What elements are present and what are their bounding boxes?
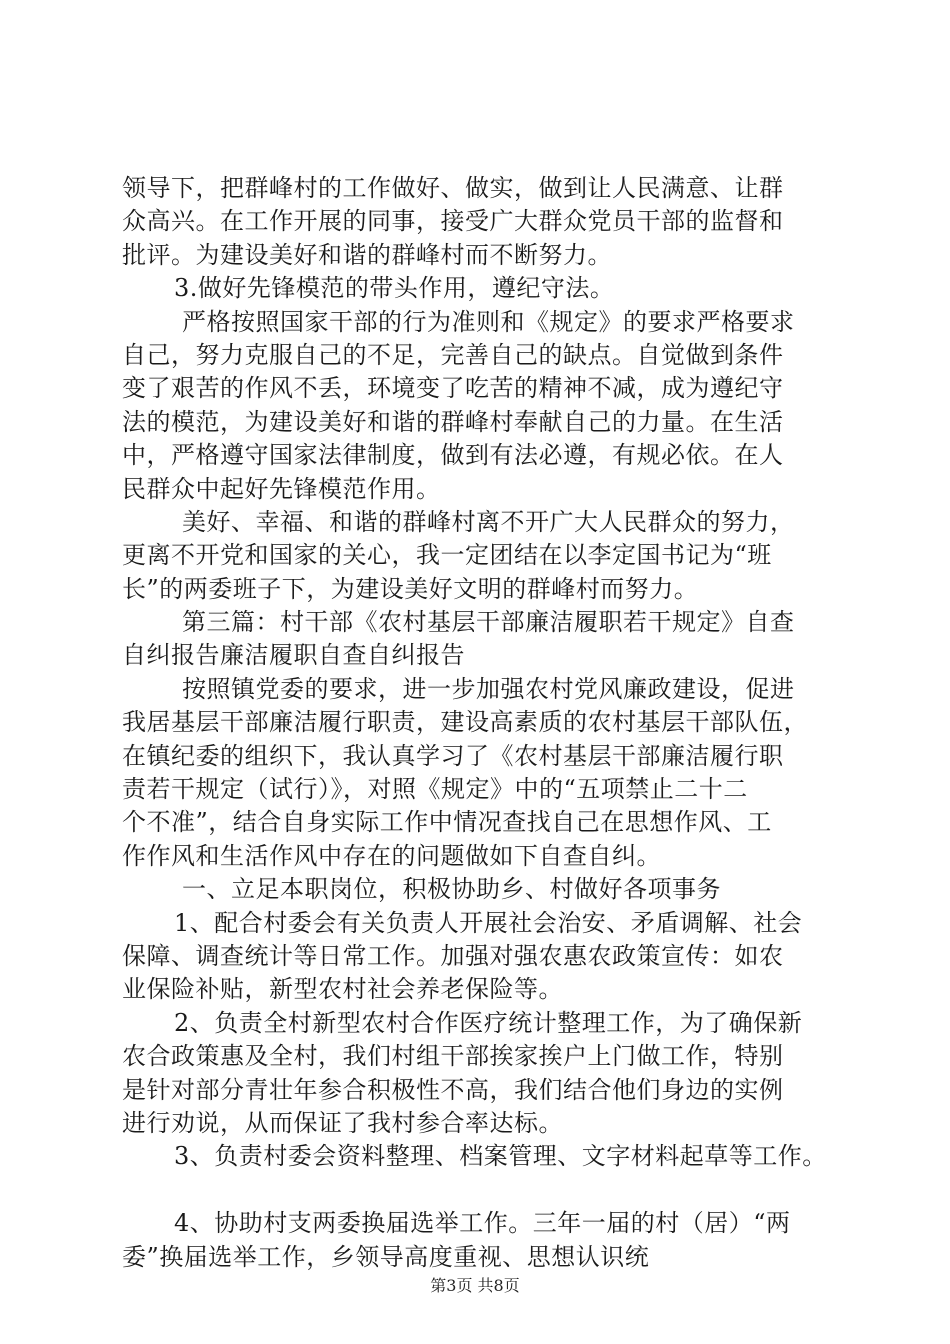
- text-line: 是针对部分青壮年参合积极性不高，我们结合他们身边的实例: [122, 1075, 784, 1104]
- text-line: 更离不开党和国家的关心，我一定团结在以李定国书记为“班: [122, 541, 772, 570]
- list-item: 1、配合村委会有关负责人开展社会治安、矛盾调解、社会: [174, 908, 803, 937]
- blank-line: [122, 1174, 838, 1207]
- text-line: 在镇纪委的组织下，我认真学习了《农村基层干部廉洁履行职: [122, 741, 784, 770]
- text-line: 进行劝说，从而保证了我村参合率达标。: [122, 1108, 563, 1137]
- text-line: 我居基层干部廉洁履行职责，建设高素质的农村基层干部队伍，: [122, 708, 808, 737]
- text-line: 民群众中起好先锋模范作用。: [122, 474, 441, 503]
- section-heading: 一、立足本职岗位，积极协助乡、村做好各项事务: [182, 875, 721, 904]
- text-line: 责若干规定（试行）》，对照《规定》中的“五项禁止二十二: [122, 775, 748, 804]
- document-body: [122, 172, 838, 1274]
- text-line: 中，严格遵守国家法律制度，做到有法必遵，有规必依。在人: [122, 441, 784, 470]
- text-line: 业保险补贴，新型农村社会养老保险等。: [122, 975, 563, 1004]
- text-line: 美好、幸福、和谐的群峰村离不开广大人民群众的努力，: [182, 507, 795, 536]
- text-line: 按照镇党委的要求，进一步加强农村党风廉政建设，促进: [182, 674, 795, 703]
- list-item: 3、负责村委会资料整理、档案管理、文字材料起草等工作。: [174, 1142, 827, 1171]
- chapter-title: 自纠报告廉洁履职自查自纠报告: [122, 641, 465, 670]
- text-line: 众高兴。在工作开展的同事，接受广大群众党员干部的监督和: [122, 207, 784, 236]
- text-line: 保障、调查统计等日常工作。加强对强农惠农政策宣传：如农: [122, 941, 784, 970]
- text-line: 变了艰苦的作风不丢，环境变了吃苦的精神不减，成为遵纪守: [122, 374, 784, 403]
- chapter-title: 第三篇：村干部《农村基层干部廉洁履职若干规定》自查: [182, 608, 795, 637]
- text-line: 严格按照国家干部的行为准则和《规定》的要求严格要求: [182, 307, 795, 336]
- text-line: 自己，努力克服自己的不足，完善自己的缺点。自觉做到条件: [122, 340, 784, 369]
- section-heading: 3.做好先锋模范的带头作用，遵纪守法。: [174, 274, 615, 303]
- text-line: 个不准”，结合自身实际工作中情况查找自己在思想作风、工: [122, 808, 772, 837]
- page-number-footer: 第3页 共8页: [430, 1276, 520, 1295]
- list-item: 2、负责全村新型农村合作医疗统计整理工作，为了确保新: [174, 1008, 803, 1037]
- list-item: 4、协助村支两委换届选举工作。三年一届的村（居）“两: [174, 1209, 791, 1238]
- text-line: 法的模范，为建设美好和谐的群峰村奉献自己的力量。在生活: [122, 407, 784, 436]
- text-line: 农合政策惠及全村，我们村组干部挨家挨户上门做工作，特别: [122, 1042, 784, 1071]
- text-line: 批评。为建设美好和谐的群峰村而不断努力。: [122, 240, 612, 269]
- text-line: 长”的两委班子下，为建设美好文明的群峰村而努力。: [122, 574, 699, 603]
- text-line: 领导下，把群峰村的工作做好、做实，做到让人民满意、让群: [122, 174, 784, 202]
- text-line: 委”换届选举工作，乡领导高度重视、思想认识统: [122, 1242, 650, 1271]
- text-line: 作作风和生活作风中存在的问题做如下自查自纠。: [122, 841, 661, 870]
